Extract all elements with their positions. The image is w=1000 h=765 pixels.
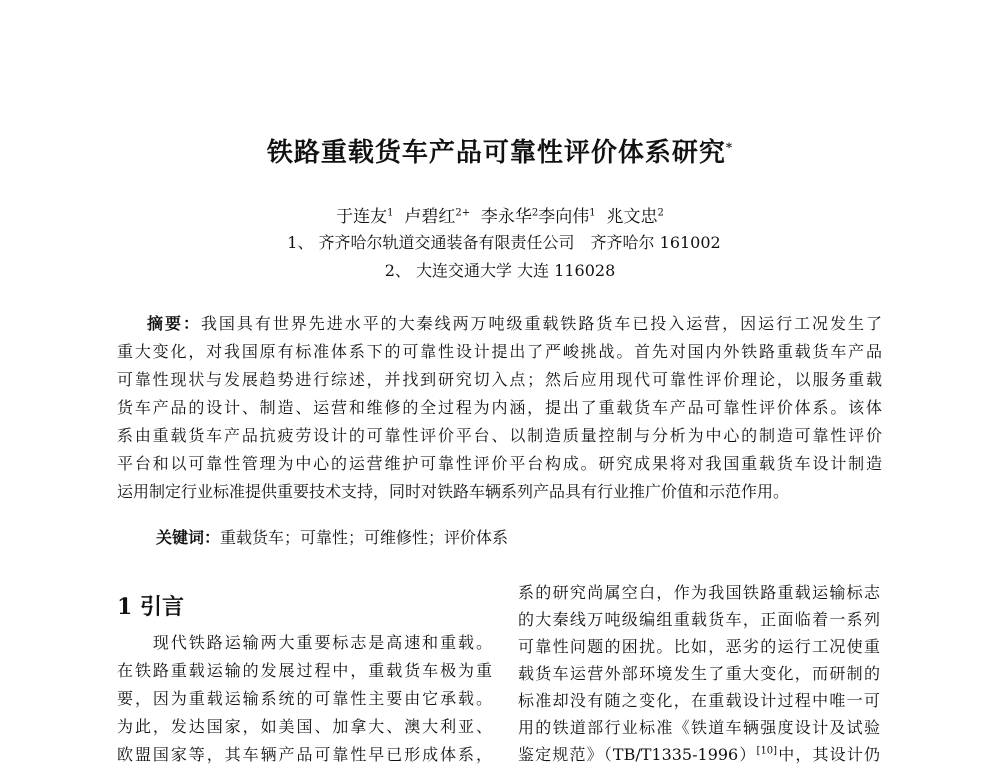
body-line: 在铁路重载运输的发展过程中，重载货车极为重 xyxy=(117,661,492,680)
author-affil: 2 xyxy=(531,207,539,219)
abstract-text: 我国具有世界先进水平的大秦线两万吨级重载铁路货车已投入运营，因运行工况发生了 xyxy=(200,314,882,333)
body-line: 的大秦线万吨级编组重载货车，正面临着一系列 xyxy=(518,610,880,629)
author: 于连友 xyxy=(336,207,388,227)
paper-title xyxy=(0,132,1000,169)
body-line: 欧盟国家等，其车辆产品可靠性早已形成体系， xyxy=(117,745,492,764)
affiliation-1: 1、 齐齐哈尔轨道交通装备有限责任公司 齐齐哈尔 161002 xyxy=(287,233,721,252)
section-heading: 1 引言 xyxy=(117,594,184,620)
body-line: 载货车运营外部环境发生了重大变化，而研制的 xyxy=(518,664,880,683)
affiliation-2: 2、 大连交通大学 大连 116028 xyxy=(384,261,616,280)
body-line: 系的研究尚属空白，作为我国铁路重载运输标志 xyxy=(518,583,880,602)
abstract-line: 平台和以可靠性管理为中心的运营维护可靠性评价平台构成。研究成果将对我国重载货车设计制造 xyxy=(117,454,882,473)
abstract-label: 摘要： xyxy=(147,314,201,333)
title-text: 铁路重载货车产品可靠性评价体系研究 xyxy=(266,138,726,168)
author-affil: 1 xyxy=(589,207,596,219)
author-affil: 2 xyxy=(657,207,664,219)
keywords xyxy=(156,525,508,548)
title-footnote-mark: * xyxy=(725,140,734,155)
body-line: 为此，发达国家，如美国、加拿大、澳大利亚、 xyxy=(117,717,492,736)
abstract-line: 系由重载货车产品抗疲劳设计的可靠性评价平台、以制造质量控制与分析为中心的制造可靠性评价 xyxy=(117,426,882,445)
keywords-label: 关键词： xyxy=(156,528,221,547)
body-text: 中，其设计仍 xyxy=(777,745,880,764)
abstract-line: 货车产品的设计、制造、运营和维修的全过程为内涵，提出了重载货车产品可靠性评价体系。该体 xyxy=(117,398,882,417)
body-line: 现代铁路运输两大重要标志是高速和重载。 xyxy=(117,633,492,652)
author-affil: 1 xyxy=(387,207,394,219)
body-text: 鉴定规范》（TB/T1335-1996） xyxy=(518,745,757,764)
author: 兆文忠 xyxy=(606,207,658,227)
body-line: 可靠性问题的困扰。比如，恶劣的运行工况使重 xyxy=(518,637,880,656)
abstract-line: 可靠性现状与发展趋势进行综述，并找到研究切入点；然后应用现代可靠性评价理论，以服务重载 xyxy=(117,370,882,389)
abstract-line: 重大变化，对我国原有标准体系下的可靠性设计提出了严峻挑战。首先对国内外铁路重载货车产品 xyxy=(117,342,882,361)
author-affil: 2+ xyxy=(455,207,471,219)
citation-ref[interactable]: [10] xyxy=(756,745,778,757)
abstract-line: 运用制定行业标准提供重要技术支持，同时对铁路车辆系列产品具有行业推广价值和示范作用。 xyxy=(117,482,790,501)
author-list xyxy=(0,202,1000,227)
author: 卢碧红 xyxy=(404,207,456,227)
body-line xyxy=(518,742,880,765)
body-line: 要，因为重载运输系统的可靠性主要由它承载。 xyxy=(117,689,492,708)
keywords-text: 重载货车；可靠性；可维修性；评价体系 xyxy=(220,528,509,547)
abstract-line xyxy=(147,311,882,334)
author: 李向伟 xyxy=(538,207,590,227)
author: 李永华 xyxy=(480,207,532,227)
body-line: 用的铁道部行业标准《铁道车辆强度设计及试验 xyxy=(518,718,880,737)
body-line: 标准却没有随之变化，在重载设计过程中唯一可 xyxy=(518,691,880,710)
